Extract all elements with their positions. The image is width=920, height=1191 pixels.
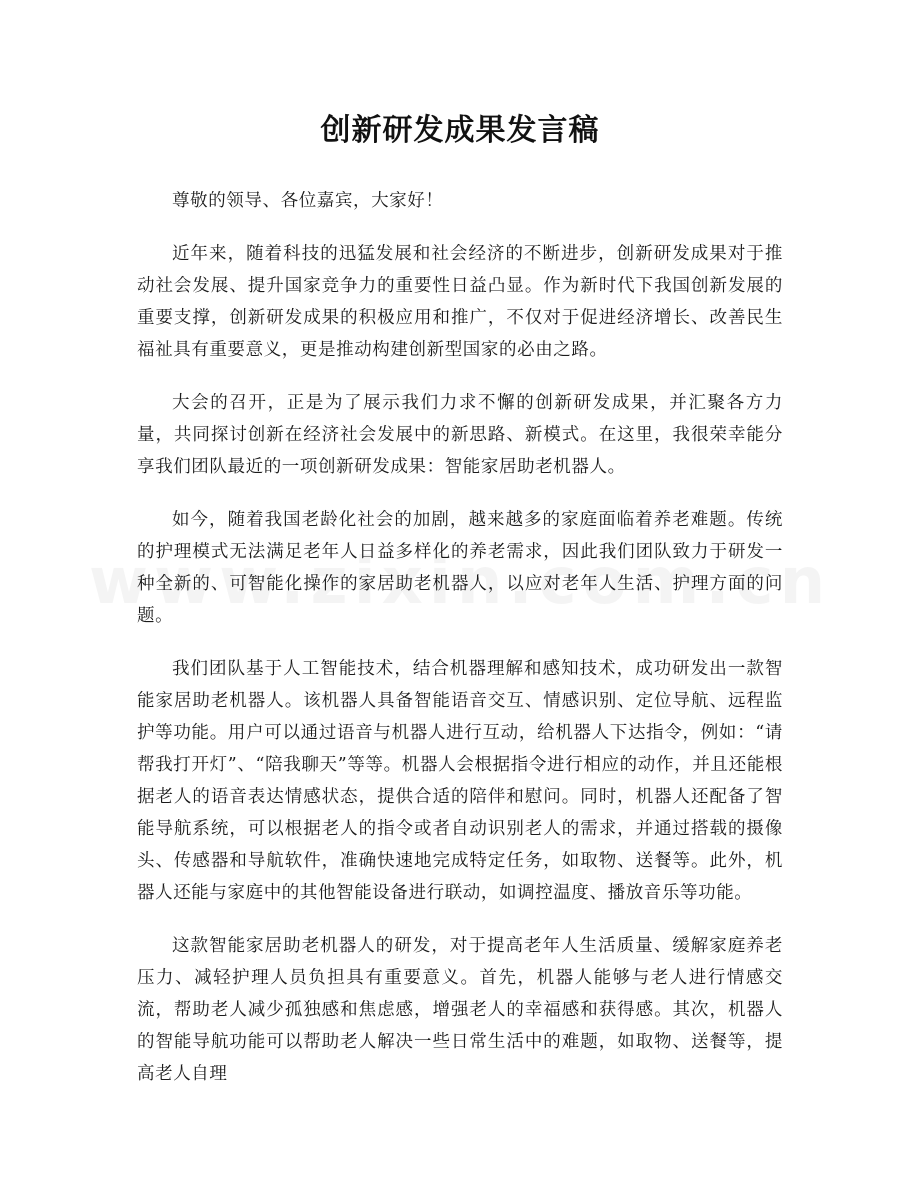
paragraph-greeting: 尊敬的领导、各位嘉宾，大家好！: [172, 191, 444, 211]
paragraph-1: 近年来，随着科技的迅猛发展和社会经济的不断进步，创新研发成果对于推动社会发展、提升国家竞争力的重要性日益凸显。作为新时代下我国创新发展的重要支撑，创新研发成果的积极应用和推广，不仅对于促进经济增长、改善民生福祉具有重要意义，更是推动构建创新型国家的必由之路。: [137, 244, 783, 360]
paragraph-2: 大会的召开，正是为了展示我们力求不懈的创新研发成果，并汇聚各方力量，共同探讨创新在经济社会发展中的新思路、新模式。在这里，我很荣幸能分享我们团队最近的一项创新研发成果：智能家居助老机器人。: [137, 393, 783, 477]
paragraph-3: 如今，随着我国老龄化社会的加剧，越来越多的家庭面临着养老难题。传统的护理模式无法满足老年人日益多样化的养老需求，因此我们团队致力于研发一种全新的、可智能化操作的家居助老机器人，以应对老年人生活、护理方面的问题。: [137, 510, 783, 626]
paragraph-4: 我们团队基于人工智能技术，结合机器理解和感知技术，成功研发出一款智能家居助老机器人。该机器人具备智能语音交互、情感识别、定位导航、远程监护等功能。用户可以通过语音与机器人进行互动，给机器人下达指令，例如：“请帮我打开灯”、“陪我聊天”等等。机器人会根据指令进行相应的动作，并且还能根据老人的语音表达情感状态，提供合适的陪伴和慰问。同时，机器人还配备了智能导航系统，可以根据老人的指令或者自动识别老人的需求，并通过搭载的摄像头、传感器和导航软件，准确快速地完成特定任务，如取物、送餐等。此外，机器人还能与家庭中的其他智能设备进行联动，如调控温度、播放音乐等功能。: [137, 659, 783, 903]
document-title: 创新研发成果发言稿: [320, 113, 600, 148]
paragraph-5: 这款智能家居助老机器人的研发，对于提高老年人生活质量、缓解家庭养老压力、减轻护理人员负担具有重要意义。首先，机器人能够与老人进行情感交流，帮助老人减少孤独感和焦虑感，增强老人的幸福感和获得感。其次，机器人的智能导航功能可以帮助老人解决一些日常生活中的难题，如取物、送餐等，提高老人自理: [137, 936, 783, 1084]
